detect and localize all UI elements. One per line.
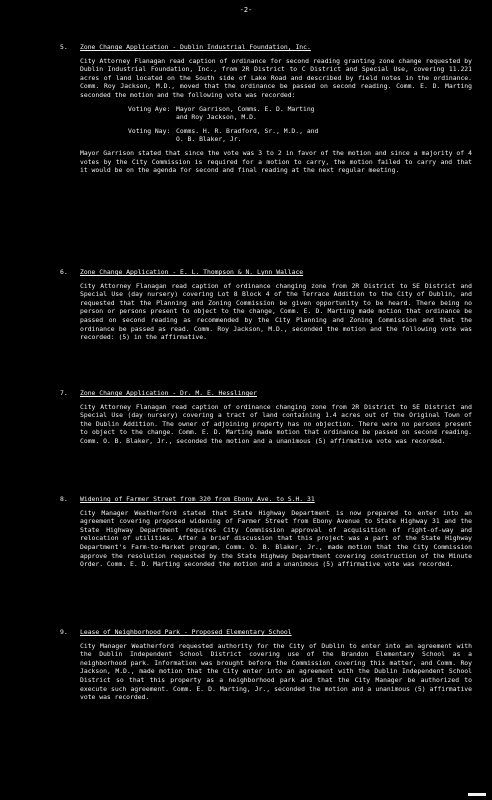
item-number: 5. [60, 43, 68, 51]
agenda-item-7 [60, 389, 472, 446]
vote-ayes [128, 105, 472, 122]
item-heading: Widening of Farmer Street from 320 from Ebony Ave. to S.H. 31 [80, 495, 315, 503]
agenda-item-9 [60, 628, 472, 702]
item-paragraph: City Attorney Flanagan read caption of ordinance changing zone from 2R District to SE District and Special Use (day nursery) covering Lot 8 Block 4 of the Terrace Addition to the City of Dublin, and requested that the Planning and Zoning Commission be given opportunity to be heard. There being no person or persons present to object to the change, Comm. E. D. Marting made motion that ordinance be passed on second reading as recommended by the City Planning and Zoning Commission and that the ordinance be passed as read. Comm. Roy Jackson, M.D., seconded the motion and the following vote was recorded: (5) in the affirmative. [80, 281, 472, 342]
page-number: -2- [239, 6, 253, 14]
item-paragraph: City Attorney Flanagan read caption of ordinance changing zone from 2R District to SE District and Special Use (day nursery) covering a tract of land containing 1.4 acres out of the Original Town of the Dublin Addition. The owner of adjoining property has no objection. There were no persons present to object to the change. Comm. E. D. Marting made motion that ordinance be passed on second reading. Comm. O. B. Blaker, Jr., seconded the motion and a unanimous (5) affirmative vote was recorded. [80, 402, 472, 445]
vote-nays-line: Comms. H. R. Bradford, Sr., M.D., and [176, 126, 319, 135]
item-number: 8. [60, 495, 68, 503]
scan-edge-mark [468, 793, 486, 796]
agenda-item-6 [60, 268, 472, 342]
vote-ayes-line: Mayor Garrison, Comms. E. D. Marting [176, 104, 315, 113]
vote-ayes-label: Voting Aye: [128, 104, 171, 113]
item-paragraph: City Manager Weatherford requested authority for the City of Dublin to enter into an agreement with the Dublin Independent School District covering use of the Brandon Elementary School as a neighborhood park. Information was brought before the Commission covering this matter, and Comm. Roy Jackson, M.D., made motion that the City enter into an agreement with the Dublin Independent School District so that this property as a neighborhood park and that the City Manager be authorized to execute such agreement. Comm. E. D. Marting, Jr., seconded the motion and a unanimous (5) affirmative vote was recorded. [80, 641, 472, 702]
item-paragraph: City Manager Weatherford stated that State Highway Department is now prepared to enter into an agreement covering proposed widening of Farmer Street from Ebony Avenue to State Highway 31 and the State Highway Department requires City Commission approval of acquisition of right-of-way and relocation of utilities. After a brief discussion that this project was a part of the State Highway Department's Farm-to-Market program, Comm. O. B. Blaker, Jr., made motion that the City Commission approve the resolution requested by the State Highway Department covering construction of the Minute Order. Comm. E. D. Marting seconded the motion and a unanimous (5) affirmative vote was recorded. [80, 508, 472, 569]
vote-nays-line: O. B. Blaker, Jr. [176, 135, 242, 144]
item-heading: Zone Change Application - Dr. M. E. Hesslinger [80, 389, 257, 397]
item-number: 9. [60, 628, 68, 636]
item-paragraph: City Attorney Flanagan read caption of ordinance for second reading granting zone change requested by Dublin Industrial Foundation, Inc., from 2R District to C District and Special Use, covering 11.221 acres of land located on the South side of Lake Road and described by field notes in the ordinance. Comm. Roy Jackson, M.D., moved that the ordinance be passed on second reading. Comm. E. D. Marting seconded the motion and the following vote was recorded: [80, 56, 472, 99]
item-heading: Zone Change Application - E. L. Thompson & N. Lynn Wallace [80, 268, 304, 276]
item-heading: Lease of Neighborhood Park - Proposed Elementary School [80, 628, 292, 636]
agenda-item-5 [60, 43, 472, 175]
vote-nays-label: Voting Nay: [128, 126, 171, 135]
item-heading: Zone Change Application - Dublin Industrial Foundation, Inc. [80, 43, 311, 51]
item-closing: Mayor Garrison stated that since the vote was 3 to 2 in favor of the motion and since a majority of 4 votes by the City Commission is required for a motion to carry, the motion failed to carry and that it would be on the agenda for second and final reading at the next regular meeting. [80, 148, 472, 175]
vote-ayes-line: and Roy Jackson, M.D. [176, 113, 257, 122]
vote-nays [128, 127, 472, 144]
item-number: 7. [60, 389, 68, 397]
item-number: 6. [60, 268, 68, 276]
agenda-item-8 [60, 495, 472, 569]
